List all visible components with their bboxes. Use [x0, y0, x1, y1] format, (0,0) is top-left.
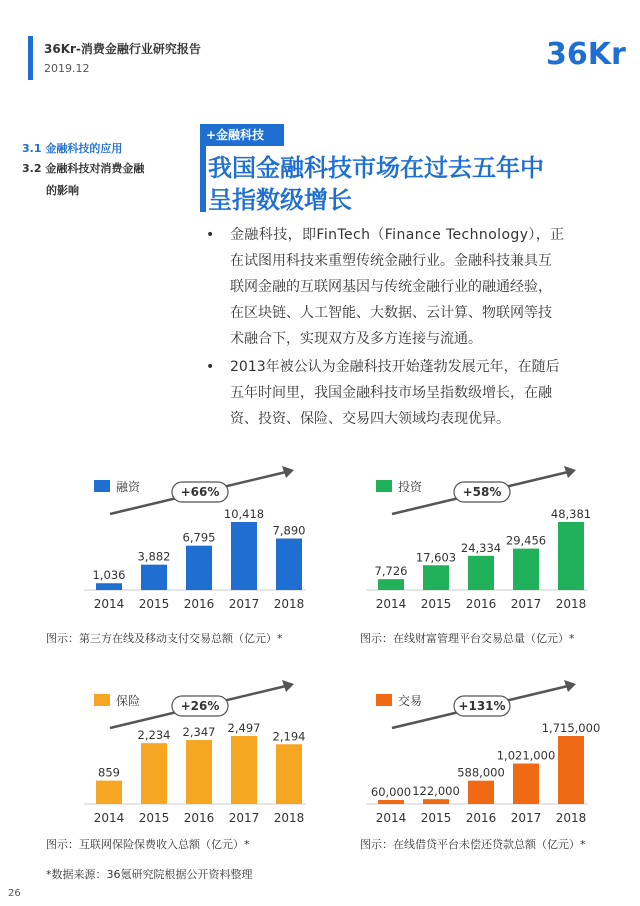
bar-2015	[141, 743, 167, 804]
paragraph-line: 金融科技，即FinTech（Finance Technology），正	[230, 227, 565, 243]
bar-2018	[558, 522, 584, 590]
x-tick-label: 2014	[375, 597, 407, 611]
bar-2014	[378, 579, 404, 590]
data-label: 1,036	[92, 568, 126, 583]
bar-2014	[96, 781, 122, 804]
chart-caption-transaction: 图示：在线借贷平台未偿还贷款总额（亿元）*	[360, 838, 586, 851]
bullet-dot-icon: •	[206, 359, 215, 375]
section-tag: +金融科技	[200, 124, 284, 146]
legend-label: 融资	[116, 480, 141, 494]
data-label: 6,795	[182, 530, 216, 545]
paragraph-line: 术融合下，实现双方及多方连接与流通。	[230, 331, 482, 347]
title-accent-bar	[200, 146, 206, 212]
x-tick-label: 2017	[228, 811, 260, 825]
bar-2017	[231, 736, 257, 804]
growth-label: +66%	[180, 485, 220, 499]
sidebar-item-label-continued: 的影响	[46, 184, 79, 197]
financing-bar-chart	[80, 462, 330, 614]
growth-label: +26%	[180, 699, 220, 713]
chart-caption-investment: 图示：在线财富管理平台交易总量（亿元）*	[360, 632, 575, 645]
x-tick-label: 2017	[510, 811, 542, 825]
x-tick-label: 2018	[273, 597, 305, 611]
data-label: 1,715,000	[541, 721, 601, 735]
page-title-line-2: 呈指数级增长	[208, 186, 352, 214]
bullet-dot-icon: •	[206, 227, 215, 243]
data-label: 859	[98, 765, 120, 780]
data-label: 2,234	[137, 728, 171, 743]
legend-swatch	[376, 694, 392, 706]
paragraph-line: 资、投资、保险、交易四大领域均表现优异。	[230, 411, 510, 427]
bar-2016	[186, 546, 212, 590]
paragraph-line: 五年时间里，我国金融科技市场呈指数级增长，在融	[230, 385, 552, 401]
paragraph-line: 在试图用科技来重塑传统金融行业。金融科技兼具互	[230, 253, 552, 269]
sidebar-item-label: 金融科技对消费金融	[45, 162, 145, 175]
legend-swatch	[94, 480, 110, 492]
bar-2016	[468, 556, 494, 590]
growth-label: +58%	[462, 485, 502, 499]
investment-bar-chart	[362, 462, 612, 614]
x-tick-label: 2015	[420, 597, 452, 611]
data-label: 24,334	[460, 540, 502, 555]
page-number: 26	[8, 888, 21, 899]
report-date: 2019.12	[44, 62, 90, 75]
sidebar-item-fintech-application[interactable]	[22, 140, 122, 156]
bullet-paragraph-2	[206, 354, 592, 434]
bar-2017	[513, 549, 539, 590]
logo-text: 36Kr	[546, 37, 626, 72]
bar-2017	[231, 522, 257, 590]
bullet-paragraph-1	[206, 222, 592, 352]
x-tick-label: 2018	[555, 597, 587, 611]
bar-2018	[276, 539, 302, 590]
bar-2015	[141, 565, 167, 590]
sidebar-item-number: 3.2	[22, 162, 42, 175]
data-label: 10,418	[223, 507, 265, 521]
x-tick-label: 2015	[138, 597, 170, 611]
header-accent-bar	[28, 36, 33, 80]
insurance-bar-chart	[80, 676, 330, 828]
data-label: 17,603	[415, 550, 457, 565]
36kr-logo	[546, 30, 626, 74]
sidebar-item-number: 3.1	[22, 142, 42, 155]
x-tick-label: 2017	[510, 597, 542, 611]
x-tick-label: 2016	[465, 811, 497, 825]
x-tick-label: 2018	[273, 811, 305, 825]
x-tick-label: 2014	[93, 811, 125, 825]
bar-2018	[558, 736, 584, 804]
data-label: 1,021,000	[496, 748, 556, 763]
data-label: 2,497	[227, 721, 261, 735]
bar-2016	[186, 740, 212, 804]
legend-label: 投资	[398, 480, 423, 494]
bar-2016	[468, 781, 494, 804]
legend-swatch	[376, 480, 392, 492]
bar-2014	[378, 800, 404, 804]
data-label: 29,456	[505, 533, 547, 548]
x-tick-label: 2015	[420, 811, 452, 825]
x-tick-label: 2018	[555, 811, 587, 825]
growth-label: +131%	[458, 699, 506, 713]
paragraph-line: 在区块链、人工智能、大数据、云计算、物联网等技	[230, 305, 552, 321]
bar-2018	[276, 744, 302, 804]
x-tick-label: 2015	[138, 811, 170, 825]
data-label: 48,381	[550, 507, 592, 521]
data-label: 60,000	[370, 785, 412, 799]
data-label: 122,000	[412, 784, 460, 799]
sidebar-item-label: 金融科技的应用	[45, 142, 123, 155]
bar-2015	[423, 565, 449, 590]
data-label: 2,347	[182, 725, 216, 740]
bar-2017	[513, 764, 539, 804]
data-label: 7,890	[272, 523, 306, 538]
data-label: 2,194	[272, 729, 306, 744]
x-tick-label: 2016	[183, 811, 215, 825]
x-tick-label: 2016	[465, 597, 497, 611]
data-label: 3,882	[137, 549, 171, 564]
bar-2014	[96, 583, 122, 590]
paragraph-line: 联网金融的互联网基因与传统金融行业的融通经验，	[230, 279, 552, 295]
x-tick-label: 2014	[375, 811, 407, 825]
data-source-note: *数据来源：36氪研究院根据公开资料整理	[46, 868, 253, 881]
x-tick-label: 2014	[93, 597, 125, 611]
chart-caption-insurance: 图示：互联网保险保费收入总额（亿元）*	[46, 838, 250, 851]
x-tick-label: 2016	[183, 597, 215, 611]
chart-caption-financing: 图示：第三方在线及移动支付交易总额（亿元）*	[46, 632, 283, 645]
legend-label: 交易	[398, 694, 423, 708]
page-title-line-1: 我国金融科技市场在过去五年中	[208, 154, 544, 182]
bar-2015	[423, 799, 449, 804]
report-title: 36Kr-消费金融行业研究报告	[44, 42, 201, 56]
transaction-bar-chart	[362, 676, 612, 828]
data-label: 588,000	[457, 765, 505, 780]
legend-label: 保险	[116, 694, 141, 708]
legend-swatch	[94, 694, 110, 706]
x-tick-label: 2017	[228, 597, 260, 611]
data-label: 7,726	[374, 564, 408, 579]
paragraph-line: 2013年被公认为金融科技开始蓬勃发展元年，在随后	[230, 359, 560, 375]
sidebar-item-fintech-impact[interactable]	[22, 160, 144, 176]
